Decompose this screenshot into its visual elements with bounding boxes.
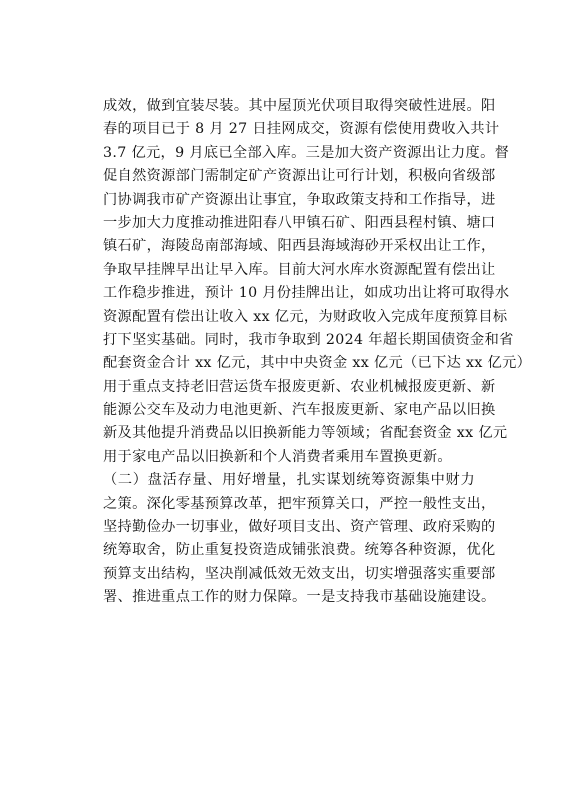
text-line: 3.7 亿元，9 月底已全部入库。三是加大资产资源出让力度。督 — [103, 144, 510, 161]
text-line: （二）盘活存量、用好增量，扎实谋划统筹资源集中财力 — [103, 472, 475, 489]
text-line: 坚持勤俭办一切事业，做好项目支出、资产管理、政府采购的 — [103, 519, 496, 536]
body-text — [103, 95, 532, 610]
text-line: 工作稳步推进，预计 10 月份挂牌出让，如成功出让将可取得水 — [103, 285, 510, 302]
text-line: 门协调我市矿产资源出让事宜，争取政策支持和工作指导，进 — [103, 191, 496, 208]
paragraph-2 — [103, 469, 496, 609]
paragraph-1 — [103, 95, 532, 469]
text-line: 争取早挂牌早出让早入库。目前大河水库水资源配置有偿出让 — [103, 261, 496, 278]
text-line: 用于重点支持老旧营运货车报废更新、农业机械报废更新、新 — [103, 378, 496, 395]
text-line: 预算支出结构，坚决削减低效无效支出，切实增强落实重要部 — [103, 565, 496, 582]
text-line: 署、推进重点工作的财力保障。一是支持我市基础设施建设。 — [103, 589, 496, 606]
text-line: 资源配置有偿出让收入 xx 亿元，为财政收入完成年度预算目标 — [103, 308, 508, 325]
text-line: 能源公交车及动力电池更新、汽车报废更新、家电产品以旧换 — [103, 402, 496, 419]
text-line: 促自然资源部门需制定矿产资源出让可行计划，积极向省级部 — [103, 168, 496, 185]
text-line: 镇石矿，海陵岛南部海域、阳西县海域海砂开采权出让工作， — [103, 238, 496, 255]
text-line: 打下坚实基础。同时，我市争取到 2024 年超长期国债资金和省 — [103, 331, 514, 348]
text-line: 成效，做到宜装尽装。其中屋顶光伏项目取得突破性进展。阳 — [103, 98, 496, 114]
text-line: 用于家电产品以旧换新和个人消费者乘用车置换更新。 — [103, 448, 452, 465]
text-line: 春的项目已于 8 月 27 日挂网成交，资源有偿使用费收入共计 — [103, 121, 500, 138]
text-line: 配套资金合计 xx 亿元，其中中央资金 xx 亿元（已下达 xx 亿元） — [103, 355, 532, 372]
text-line: 新及其他提升消费品以旧换新能力等领域；省配套资金 xx 亿元 — [103, 425, 508, 442]
text-line: 统筹取舍，防止重复投资造成铺张浪费。统筹各种资源，优化 — [103, 542, 496, 559]
text-line: 一步加大力度推动推进阳春八甲镇石矿、阳西县程村镇、塘口 — [103, 214, 496, 231]
text-line: 之策。深化零基预算改革，把牢预算关口，严控一般性支出， — [103, 495, 496, 512]
